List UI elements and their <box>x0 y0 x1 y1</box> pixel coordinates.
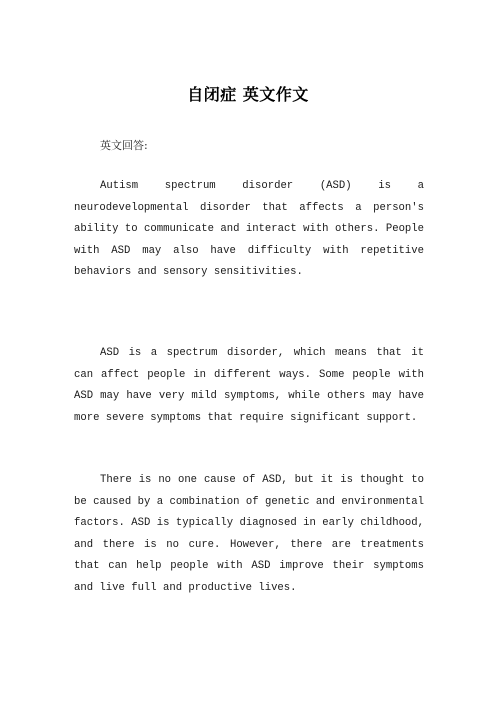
section-label: 英文回答: <box>100 139 148 152</box>
paragraph-3: There is no one cause of ASD, but it is thought to be caused by a combination of genetic and environmental factors. ASD is typically diagnosed in early childhood, and there is no cure. However, there are treatments that can help people with ASD improve their symptoms and live full and productive lives. <box>74 474 424 594</box>
document-title: 自闭症 英文作文 <box>187 85 309 104</box>
paragraph-2: ASD is a spectrum disorder, which means that it can affect people in different ways. Some people with ASD may have very mild symptoms, while others may have more severe symptoms that require significant support. <box>74 347 424 424</box>
paragraph-1: Autism spectrum disorder (ASD) is a neurodevelopmental disorder that affects a person's ability to communicate and interact with others. People with ASD may also have difficulty with repetitive behaviors and sensory sensitivities. <box>74 180 424 278</box>
